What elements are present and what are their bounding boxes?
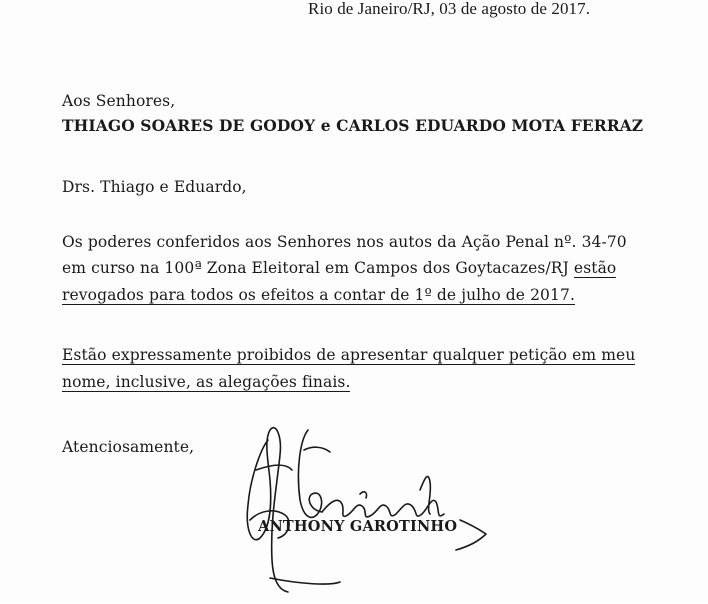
- addressees: THIAGO SOARES DE GODOY e CARLOS EDUARDO MOTA FERRAZ: [62, 116, 644, 135]
- salutation-to: Aos Senhores,: [62, 92, 176, 110]
- paragraph1-line2-plain: em curso na 100ª Zona Eleitoral em Campos dos Goytacazes/RJ: [62, 259, 574, 277]
- paragraph2-line1-underlined: Estão expressamente proibidos de apresentar qualquer petição em meu: [62, 346, 636, 364]
- handwritten-signature: [230, 410, 500, 600]
- signature-drawing: [230, 410, 500, 600]
- signer-name: ANTHONY GAROTINHO: [258, 518, 458, 535]
- paragraph1-line2-underlined: estão: [573, 259, 617, 277]
- paragraph1-line1: Os poderes conferidos aos Senhores nos autos da Ação Penal nº. 34-70: [62, 233, 627, 251]
- closing: Atenciosamente,: [62, 438, 195, 456]
- date-line: Rio de Janeiro/RJ, 03 de agosto de 2017.: [308, 0, 591, 18]
- paragraph1-line2: [62, 259, 616, 277]
- paragraph1-line3-underlined: revogados para todos os efeitos a contar de 1º de julho de 2017.: [62, 286, 575, 304]
- paragraph2-line2-underlined: nome, inclusive, as alegações finais.: [62, 373, 351, 391]
- greeting: Drs. Thiago e Eduardo,: [62, 178, 247, 196]
- paragraph2-line2: [62, 373, 350, 391]
- paragraph1-line3: [62, 286, 575, 304]
- paragraph2-line1: [62, 346, 635, 364]
